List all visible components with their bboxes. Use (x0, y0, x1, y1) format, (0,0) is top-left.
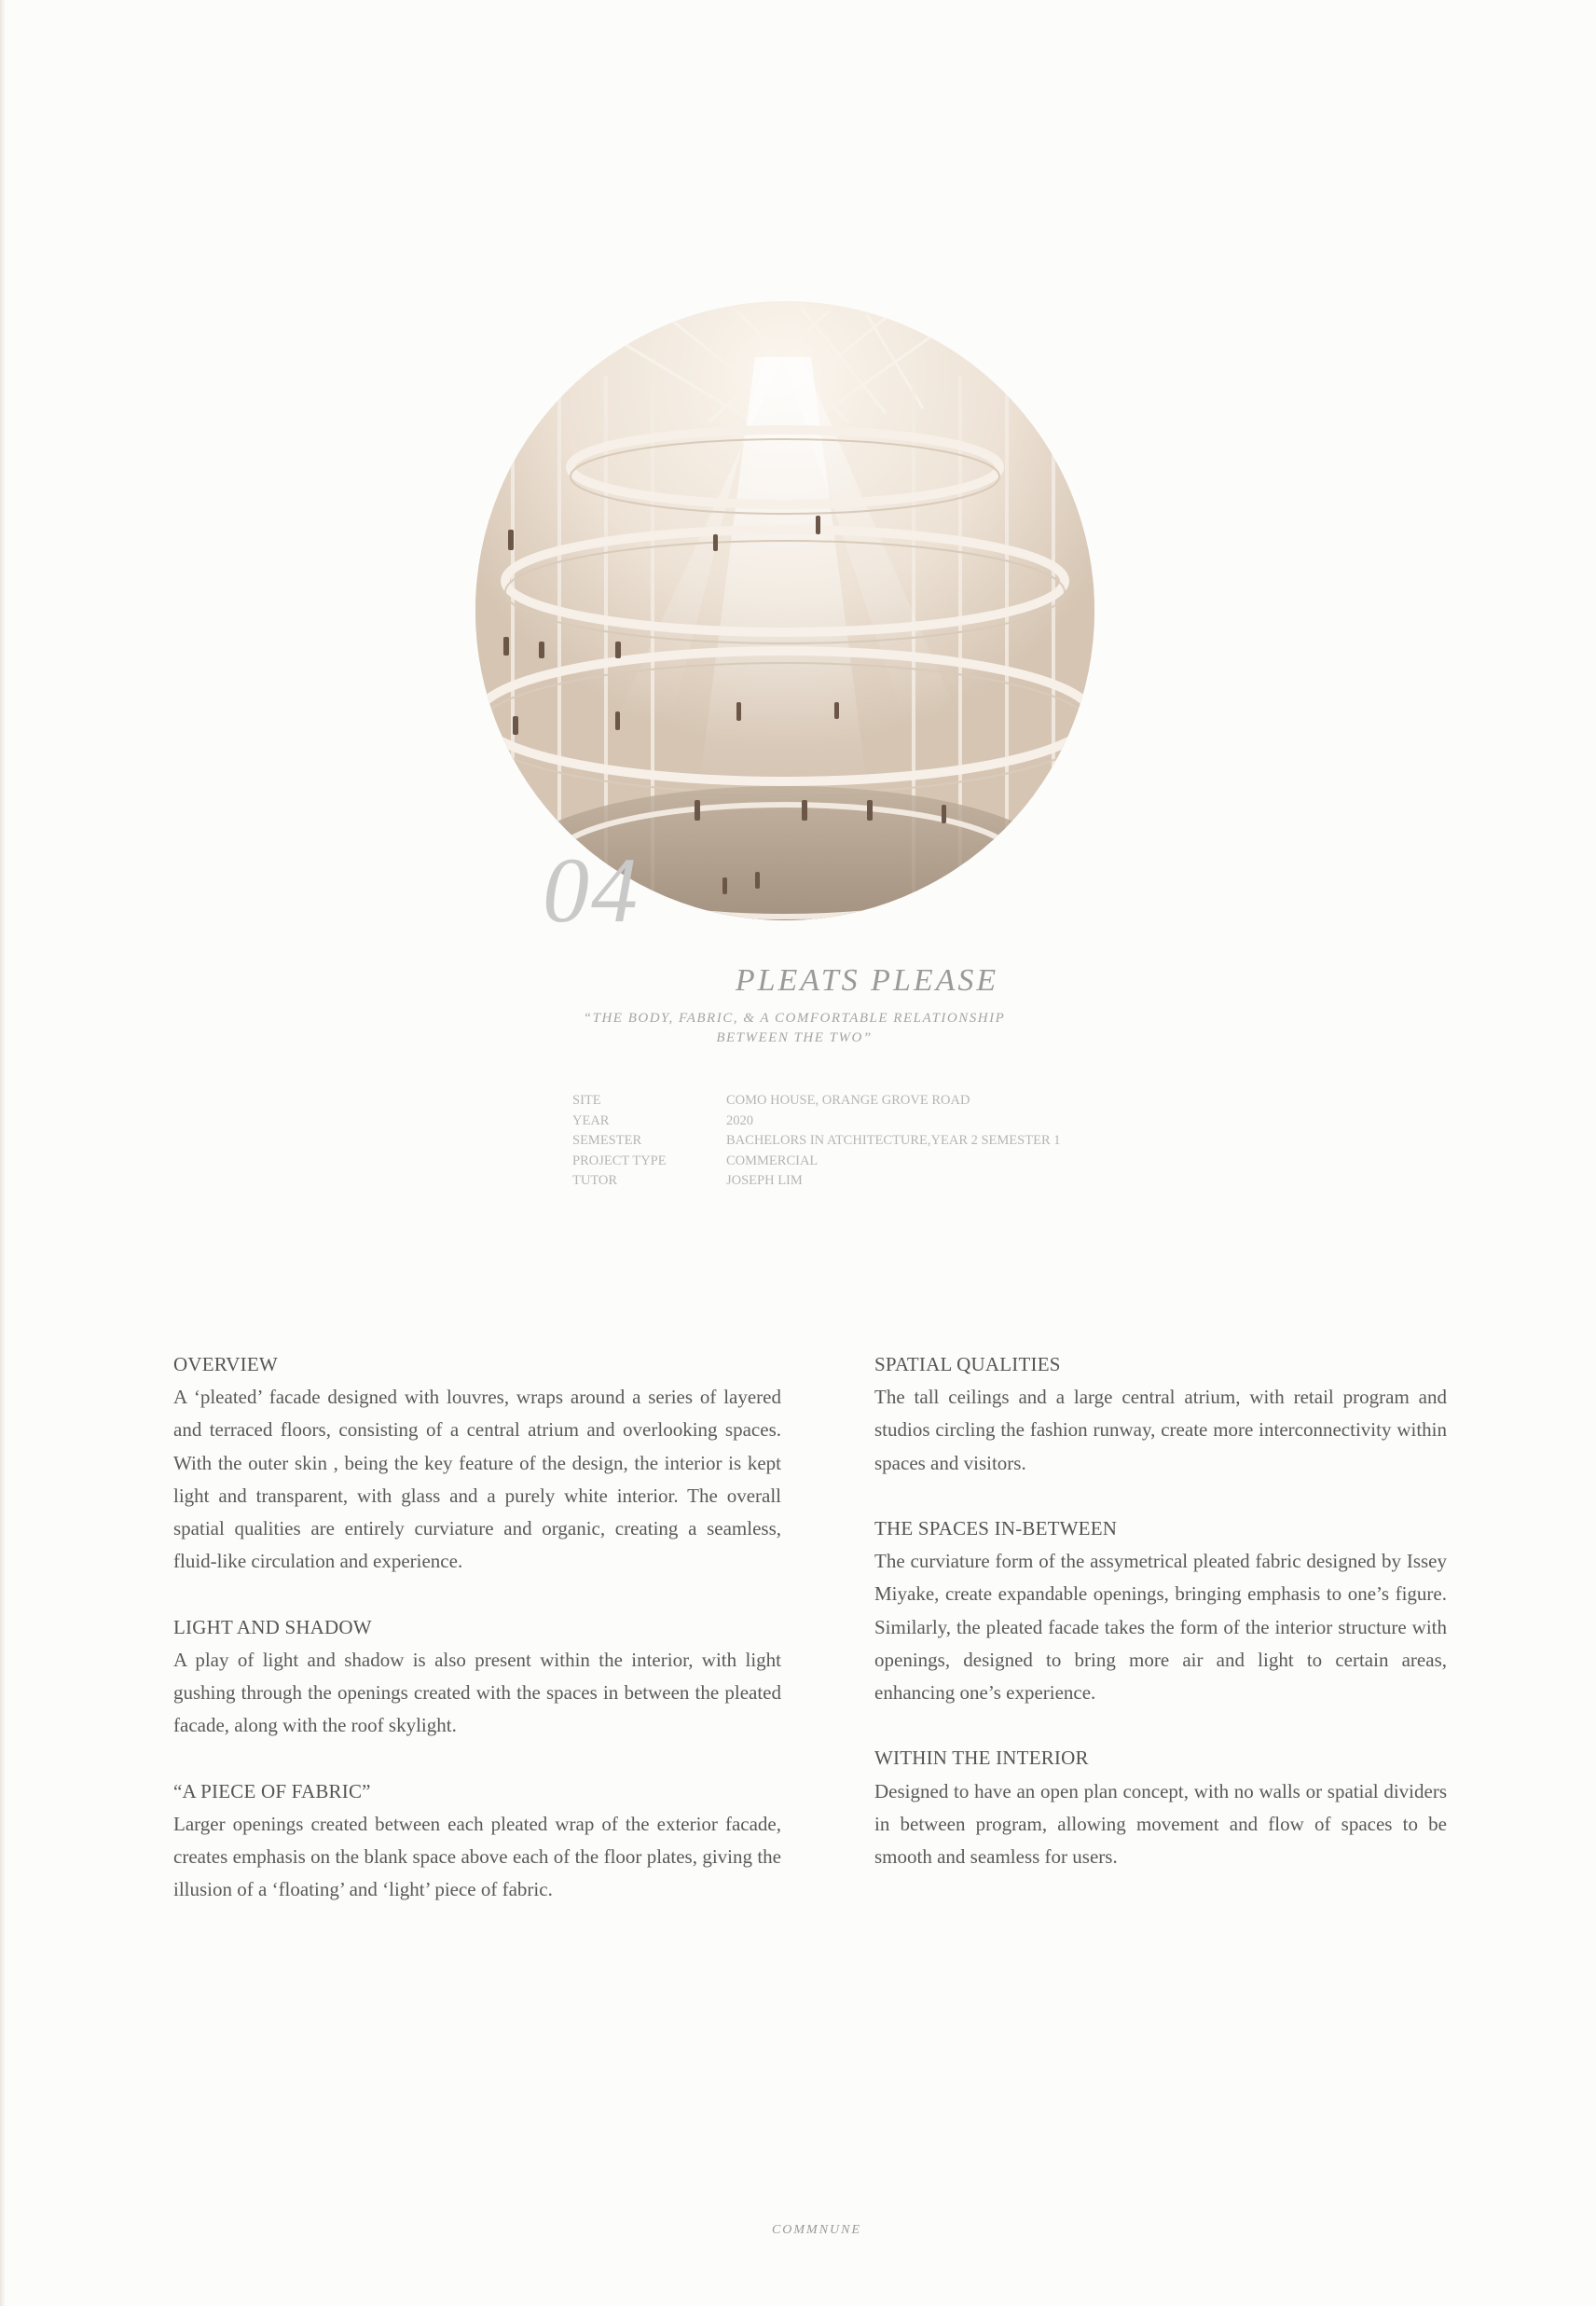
meta-value-tutor: JOSEPH LIM (726, 1173, 803, 1188)
section-heading: “A PIECE OF FABRIC” (173, 1779, 371, 1802)
meta-value-year: 2020 (726, 1112, 753, 1128)
section-heading: OVERVIEW (173, 1353, 278, 1375)
project-number: 04 (543, 838, 640, 942)
project-subtitle: “THE BODY, FABRIC, & A COMFORTABLE RELATIONSHIP BETWEEN THE TWO” (583, 1011, 1006, 1045)
section-spatial-qualities (874, 1348, 1447, 1480)
text-column-right (874, 1348, 1447, 1906)
text-column-left (173, 1348, 781, 1940)
meta-label-semester: SEMESTER (572, 1133, 642, 1148)
meta-label-tutor: TUTOR (572, 1173, 618, 1188)
section-within-the-interior (874, 1742, 1447, 1873)
section-body: Designed to have an open plan concept, with no walls or spatial dividers in between program, allowing movement and flow of spaces to be smooth and seamless for users. (874, 1779, 1447, 1869)
section-body: Larger openings created between each pleated wrap of the exterior facade, creates emphasis on the blank space above each of the floor plates, giving the illusion of a ‘floating’ and ‘light’ piece of fabric. (173, 1812, 781, 1901)
section-piece-of-fabric (173, 1775, 781, 1907)
meta-value-site: COMO HOUSE, ORANGE GROVE ROAD (726, 1093, 970, 1108)
meta-label-project-type: PROJECT TYPE (572, 1153, 667, 1168)
section-heading: SPATIAL QUALITIES (874, 1353, 1061, 1375)
project-meta-labels (572, 1091, 667, 1192)
section-spaces-in-between (874, 1512, 1447, 1709)
meta-value-project-type: COMMERCIAL (726, 1153, 819, 1168)
section-heading: THE SPACES IN-BETWEEN (874, 1517, 1118, 1540)
section-body: The tall ceilings and a large central atrium, with retail program and studios circling the fashion runway, create more interconnectivity within spaces and visitors. (874, 1386, 1447, 1474)
meta-value-semester: BACHELORS IN ATCHITECTURE,YEAR 2 SEMESTER 1 (726, 1133, 1061, 1148)
section-body: A play of light and shadow is also present within the interior, with light gushing through the openings created with the spaces in between the pleated facade, along with the roof skylight. (173, 1648, 781, 1737)
project-title: PLEATS PLEASE (735, 963, 999, 998)
section-body: A ‘pleated’ facade designed with louvres, wraps around a series of layered and terraced floors, consisting of a central atrium and overlooking spaces. With the outer skin , being the key feature of the design, the interior is kept light and transparent, with glass and a purely white interior. The overall spatial qualities are entirely curviature and organic, creating a seamless, fluid-like circulation and experience. (173, 1386, 781, 1573)
section-heading: WITHIN THE INTERIOR (874, 1747, 1089, 1770)
meta-label-site: SITE (572, 1093, 601, 1108)
section-heading: LIGHT AND SHADOW (173, 1615, 372, 1638)
footer-brand: COMMNUNE (771, 2223, 862, 2237)
project-meta-values (726, 1091, 1061, 1192)
section-body: The curviature form of the assymetrical pleated fabric designed by Issey Miyake, create expandable openings, bringing emphasis to one’s figure. Similarly, the pleated facade takes the form of the interior structure with openings, designed to bring more air and light to certain areas, enhancing one’s experience. (874, 1550, 1447, 1705)
page-edge-shadow (0, 0, 6, 2306)
section-light-and-shadow (173, 1611, 781, 1743)
section-overview (173, 1348, 781, 1578)
atrium-render-image (475, 301, 1094, 920)
meta-label-year: YEAR (572, 1112, 610, 1128)
